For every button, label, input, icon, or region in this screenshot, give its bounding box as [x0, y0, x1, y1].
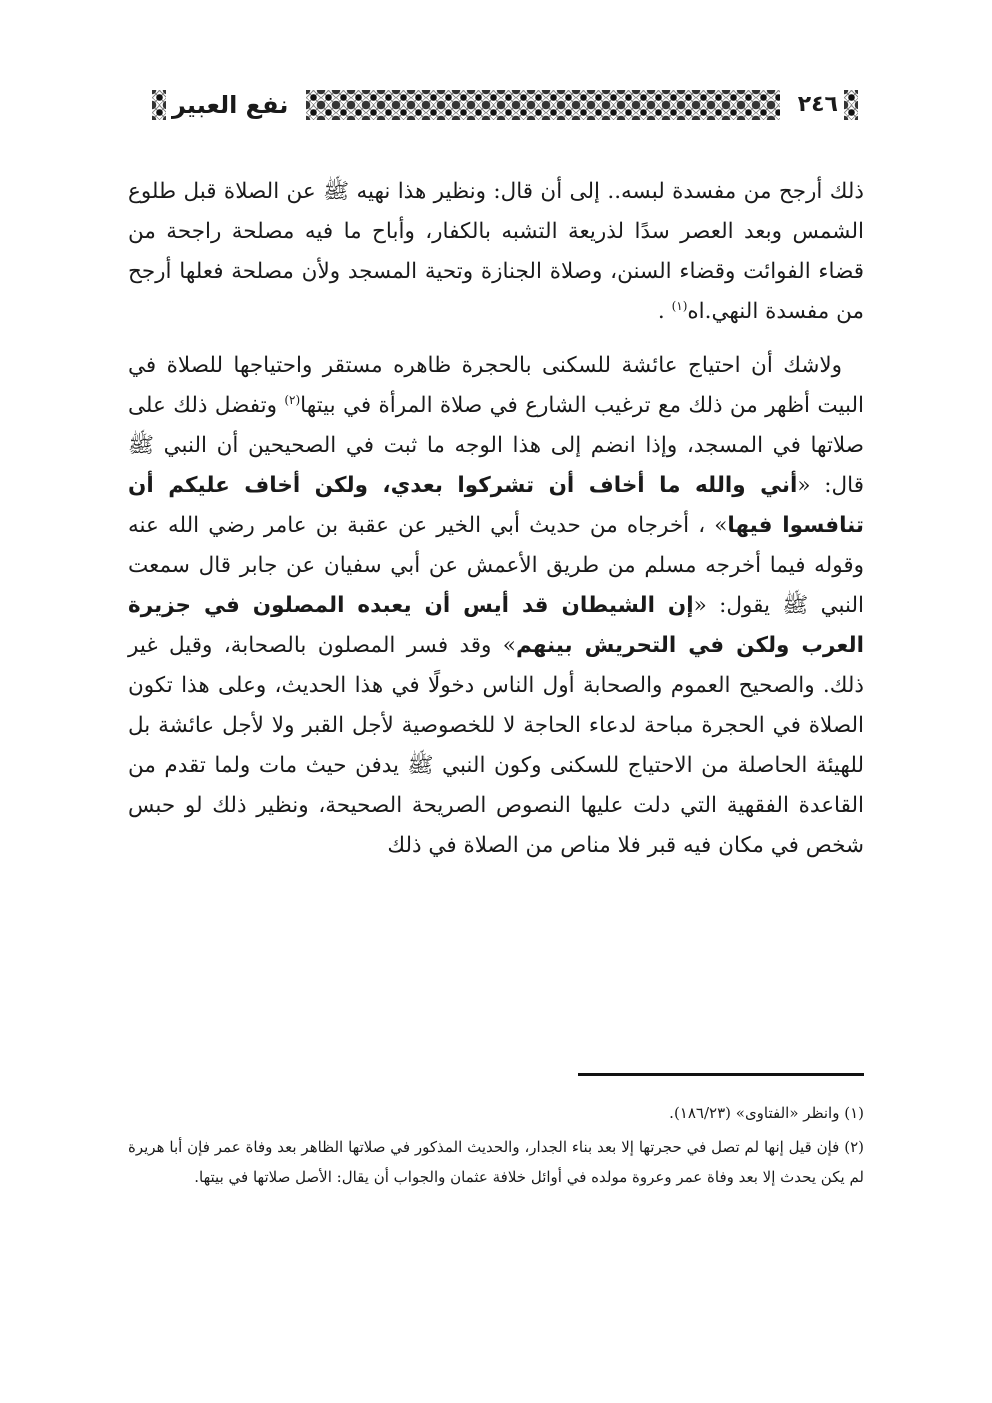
main-text [128, 172, 864, 866]
page-number: ٢٤٦ [797, 92, 838, 117]
paragraph-1 [128, 172, 864, 332]
footnote-2: (٢) فإن قيل إنها لم تصل في حجرتها إلا بعد بناء الجدار، والحديث المذكور في صلاتها الظاهر بعد وفاة عمر فإن أبا هريرة لم يكن يحدث إلا بعد وفاة عمر وعروة مولده في أوائل خلافة عثمان والجواب أن يقال: الأصل صلاتها في بيتها. [128, 1138, 864, 1186]
ornamental-band-icon [306, 90, 779, 120]
ornament-icon [152, 90, 166, 120]
text-segment: ولاشك أن احتياج عائشة للسكنى بالحجرة ظاهره مستقر واحتياجها للصلاة في البيت أظهر من ذلك مع ترغيب الشارع في صلاة المرأة في بيتها [128, 353, 864, 418]
running-header [152, 88, 858, 122]
text-segment: وتفضل ذلك على صلاتها في المسجد، وإذا انضم إلى هذا الوجه ما ثبت في الصحيحين أن النبي ﷺ قال: « [128, 393, 865, 498]
footnote-ref-1: (١) [671, 298, 688, 313]
text-segment: ذلك أرجح من مفسدة لبسه.. إلى أن قال: ونظير هذا نهيه ﷺ عن الصلاة قبل طلوع الشمس وبعد العصر سدًا لذريعة التشبه بالكفار، وأباح ما فيه مصلحة راجحة من قضاء الفوائت وقضاء السنن، وصلاة الجنازة وتحية المسجد ولأن مصلحة فعلها أرجح من مفسدة النهي.اه [128, 179, 864, 324]
hadith-quote-1: أني والله ما أخاف أن تشركوا بعدي، ولكن أخاف عليكم أن تنافسوا فيها [128, 473, 864, 538]
footnotes [128, 1098, 864, 1192]
hadith-quote-2: إن الشيطان قد أيس أن يعبده المصلون في جزيرة العرب ولكن في التحريش بينهم [128, 593, 864, 658]
paragraph-2 [128, 346, 864, 866]
text-segment: » ، أخرجاه من حديث أبي الخير عن عقبة بن عامر رضي الله عنه وقوله فيما أخرجه مسلم من طريق الأعمش عن أبي سفيان عن جابر قال سمعت النبي ﷺ يقول: « [128, 513, 864, 618]
text-segment: » وقد فسر المصلون بالصحابة، وقيل غير ذلك. والصحيح العموم والصحابة أول الناس دخولًا في هذا الحديث، وعلى هذا تكون الصلاة في الحجرة مباحة لدعاء الحاجة لا للخصوصية لأجل القبر ولا لأجل عائشة بل للهيئة الحاصلة من الاحتياج للسكنى وكون النبي ﷺ يدفن حيث مات ولما تقدم من القاعدة الفقهية التي دلت عليها النصوص الصريحة الصحيحة، ونظير ذلك لو حبس شخص في مكان فيه قبر فلا مناص من الصلاة في ذلك [128, 633, 864, 858]
footnote-1: (١) وانظر «الفتاوى» (١٨٦/٢٣). [669, 1104, 864, 1122]
footnote-separator [578, 1073, 864, 1076]
ornament-icon [844, 90, 858, 120]
text-segment: . [657, 299, 672, 324]
book-title: نفع العبير [172, 91, 289, 119]
footnote-ref-2: (٢) [284, 392, 301, 407]
